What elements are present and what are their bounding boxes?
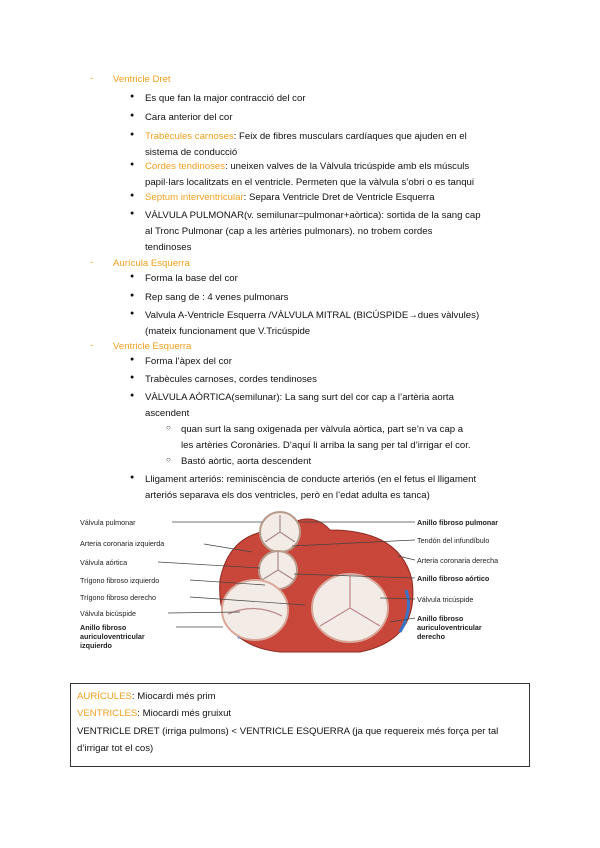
list-item-text: : Feix de fibres musculars cardíaques que ajuden en el bbox=[233, 131, 467, 142]
summary-text: : Miocardi més prim bbox=[131, 691, 216, 702]
section-heading-ventricle-dret: Ventricle Dret bbox=[113, 74, 171, 85]
bullet: ● bbox=[130, 161, 135, 168]
list-item: Rep sang de : 4 venes pulmonars bbox=[145, 292, 289, 303]
bullet: ● bbox=[130, 131, 135, 138]
figure-label: auriculoventricular bbox=[417, 623, 482, 632]
figure-label: Anillo fibroso bbox=[80, 623, 127, 632]
list-item: Lligament arteriós: reminiscència de conducte arteriós (en el fetus el lligament bbox=[145, 474, 477, 485]
list-dash: - bbox=[90, 257, 94, 268]
list-item: Valvula A-Ventricle Esquerra /VÀLVULA MITRAL (BICÚSPIDE→dues vàlvules) bbox=[145, 310, 480, 321]
bicuspid-valve bbox=[222, 580, 288, 640]
figure-label: Anillo fibroso aórtico bbox=[417, 574, 490, 583]
figure-label: Válvula pulmonar bbox=[80, 518, 136, 527]
list-item-continuation: papil·lars localitzats en el ventricle. Permeten que la vàlvula s’obri o es tanqui bbox=[145, 177, 475, 188]
heart-valves-figure bbox=[80, 510, 520, 655]
term-highlight: Trabècules carnoses bbox=[145, 131, 234, 142]
list-item bbox=[145, 130, 467, 143]
list-item-continuation: sistema de conducció bbox=[145, 147, 238, 158]
figure-label: Trígono fibroso derecho bbox=[80, 593, 157, 602]
figure-label: izquierdo bbox=[80, 641, 112, 650]
figure-label: Anillo fibroso bbox=[417, 614, 464, 623]
figure-label: Trígono fibroso izquierdo bbox=[80, 576, 160, 585]
sub-list-item-continuation: les artèries Coronàries. D’aquí li arriba la sang per tal d’irrigar el cor. bbox=[181, 440, 471, 451]
list-item: VÀLVULA AÒRTICA(semilunar): La sang surt del cor cap a l’artèria aorta bbox=[145, 392, 454, 403]
sub-bullet: ○ bbox=[166, 423, 171, 432]
list-item-text: : Separa Ventricle Dret de Ventricle Esquerra bbox=[243, 192, 435, 203]
figure-label: auriculoventricular bbox=[80, 632, 145, 641]
section-heading-ventricle-esquerra: Ventricle Esquerra bbox=[113, 341, 192, 352]
list-item: VÀLVULA PULMONAR(v. semilunar=pulmonar+aòrtica): sortida de la sang cap bbox=[145, 210, 481, 221]
bullet: ● bbox=[130, 273, 135, 280]
list-item-text: : uneixen valves de la Vàlvula tricúspide amb els músculs bbox=[225, 161, 470, 172]
figure-label: Arteria coronaria derecha bbox=[417, 556, 499, 565]
list-item: Cara anterior del cor bbox=[145, 112, 233, 123]
list-item: Es que fan la major contracció del cor bbox=[145, 93, 306, 104]
summary-text: : Miocardi més gruixut bbox=[137, 708, 232, 719]
bullet: ● bbox=[130, 374, 135, 381]
figure-label: derecho bbox=[417, 632, 445, 641]
list-item bbox=[145, 160, 469, 173]
section-heading-auricula-esquerra: Aurícula Esquerra bbox=[113, 258, 190, 269]
figure-label: Tendón del infundíbulo bbox=[417, 536, 490, 545]
figure-label: Válvula bicúspide bbox=[80, 609, 136, 618]
summary-line bbox=[77, 690, 216, 703]
term-highlight: VENTRICLES bbox=[77, 708, 138, 719]
term-highlight: AURÍCULES bbox=[77, 691, 132, 702]
sub-list-item: quan surt la sang oxigenada per vàlvula aòrtica, part se’n va cap a bbox=[181, 424, 464, 435]
figure-label: Anillo fibroso pulmonar bbox=[417, 518, 499, 527]
figure-label: Arteria coronaria izquierda bbox=[80, 539, 165, 548]
list-item-continuation: ascendent bbox=[145, 408, 190, 419]
list-dash: - bbox=[90, 340, 94, 351]
list-item: Forma l’àpex del cor bbox=[145, 356, 232, 367]
bullet: ● bbox=[130, 112, 135, 119]
bullet: ● bbox=[130, 310, 135, 317]
summary-line: d’irrigar tot el cos) bbox=[77, 743, 154, 754]
term-highlight: Septum interventricular bbox=[145, 192, 244, 203]
sub-bullet: ○ bbox=[166, 455, 171, 464]
bullet: ● bbox=[130, 292, 135, 299]
summary-box bbox=[70, 683, 530, 767]
summary-line bbox=[77, 707, 231, 720]
term-highlight: Cordes tendinoses bbox=[145, 161, 225, 172]
sub-list-item: Bastó aòrtic, aorta descendent bbox=[181, 456, 312, 467]
list-item bbox=[145, 191, 435, 204]
list-item-continuation: arteriós separava els dos ventricles, però en l’edat adulta es tanca) bbox=[145, 490, 430, 501]
figure-label: Válvula tricúspide bbox=[417, 595, 474, 604]
list-item: Trabècules carnoses, cordes tendinoses bbox=[145, 374, 317, 385]
bullet: ● bbox=[130, 210, 135, 217]
list-item-continuation: (mateix funcionament que V.Tricúspide bbox=[145, 326, 311, 337]
summary-line: VENTRICLE DRET (irriga pulmons) < VENTRICLE ESQUERRA (ja que requereix més força per tal bbox=[77, 726, 499, 737]
bullet: ● bbox=[130, 392, 135, 399]
bullet: ● bbox=[130, 93, 135, 100]
bullet: ● bbox=[130, 192, 135, 199]
figure-label: Válvula aórtica bbox=[80, 558, 128, 567]
list-item: Forma la base del cor bbox=[145, 273, 238, 284]
list-dash: - bbox=[90, 73, 94, 84]
bullet: ● bbox=[130, 356, 135, 363]
list-item-continuation: tendinoses bbox=[145, 242, 192, 253]
bullet: ● bbox=[130, 474, 135, 481]
list-item-continuation: al Tronc Pulmonar (cap a les artèries pulmonars). no trobem cordes bbox=[145, 226, 433, 237]
